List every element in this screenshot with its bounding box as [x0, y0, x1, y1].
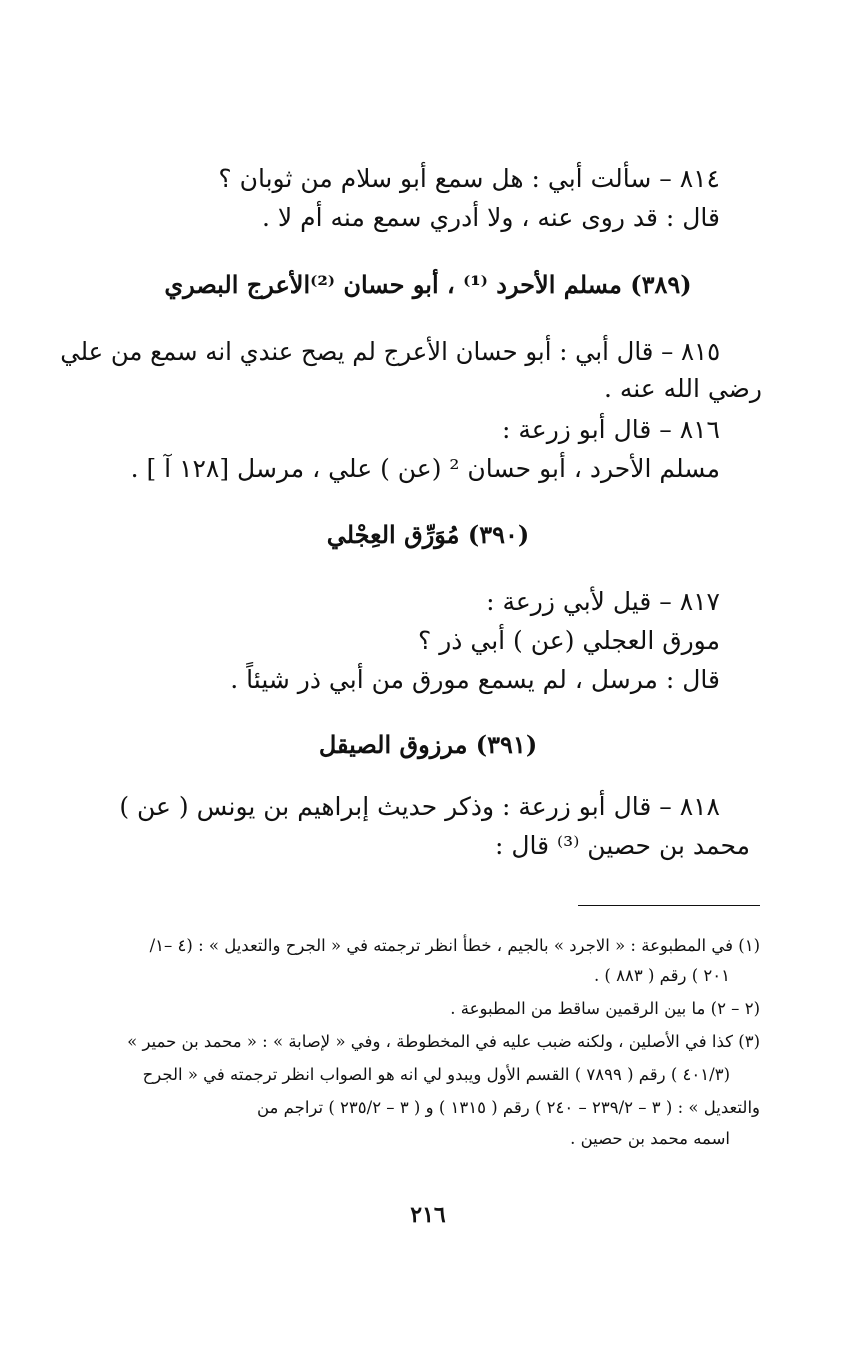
- entry-816-line-1: ٨١٦ – قال أبو زرعة :: [502, 415, 720, 444]
- footnote-3-line-2: (٤٠١/٣ ) رقم ( ٧٨٩٩ ) القسم الأول ويبدو لي انه هو الصواب انظر ترجمته في « الجرح: [142, 1065, 730, 1084]
- entry-818-line-1: ٨١٨ – قال أبو زرعة : وذكر حديث إبراهيم بن يونس ( عن ): [119, 792, 720, 821]
- footnote-separator: [578, 905, 760, 906]
- page-number: ٢١٦: [410, 1202, 446, 1228]
- entry-815-line-1: ٨١٥ – قال أبي : أبو حسان الأعرج لم يصح عندي انه سمع من علي: [60, 337, 720, 366]
- entry-817-line-2: مورق العجلي (عن ) أبي ذر ؟: [417, 626, 720, 655]
- footnote-1-line-1: (١) في المطبوعة : « الاجرد » بالجيم ، خطأ انظر ترجمته في « الجرح والتعديل » : (٤ –١/: [149, 936, 760, 955]
- footnote-3-line-3: والتعديل » : ( ٣ – ٢٣٩/٢ – ٢٤٠ ) رقم ( ١٣١٥ ) و ( ٣ – ٢٣٥/٢ ) تراجم من: [257, 1098, 760, 1117]
- entry-817-line-1: ٨١٧ – قيل لأبي زرعة :: [486, 587, 720, 616]
- heading-389: (٣٨٩) مسلم الأحرد ⁽¹⁾ ، أبو حسان ⁽²⁾الأعرج البصري: [164, 270, 692, 299]
- entry-816-line-2: مسلم الأحرد ، أبو حسان ² (عن ) علي ، مرسل [١٢٨ آ ] .: [130, 454, 720, 483]
- heading-390: (٣٩٠) مُوَرِّق العِجْلي: [326, 520, 530, 549]
- footnote-3-line-1: (٣) كذا في الأصلين ، ولكنه ضبب عليه في المخطوطة ، وفي « لإصابة » : « محمد بن حمير »: [127, 1032, 760, 1051]
- entry-818-line-2: محمد بن حصين ⁽³⁾ قال :: [494, 831, 750, 860]
- entry-815-line-2: رضي الله عنه .: [603, 374, 762, 403]
- footnote-1-line-2: ٢٠١ ) رقم ( ٨٨٣ ) .: [593, 966, 730, 985]
- heading-391: (٣٩١) مرزوق الصيقل: [318, 730, 538, 759]
- footnote-2: (٢ – ٢) ما بين الرقمين ساقط من المطبوعة .: [450, 999, 760, 1018]
- entry-814-line-1: ٨١٤ – سألت أبي : هل سمع أبو سلام من ثوبان ؟: [218, 164, 720, 193]
- footnote-3-line-4: اسمه محمد بن حصين .: [570, 1129, 730, 1148]
- entry-817-line-3: قال : مرسل ، لم يسمع مورق من أبي ذر شيئاً .: [230, 665, 720, 694]
- entry-814-line-2: قال : قد روى عنه ، ولا أدري سمع منه أم لا .: [262, 203, 720, 232]
